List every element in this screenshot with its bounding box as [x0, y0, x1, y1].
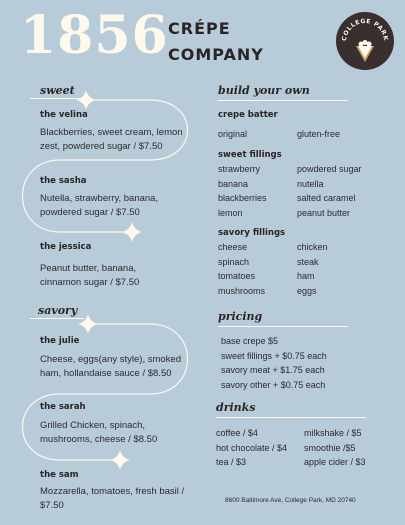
section-heading-drinks: drinks — [216, 401, 256, 414]
option-item: spinach — [218, 256, 250, 267]
pricing-line: base crepe $5 — [221, 336, 279, 346]
option-item: steak — [297, 256, 319, 267]
sweet-fillings-col2 — [297, 162, 362, 220]
drink-item: apple cider / $3 — [304, 457, 366, 467]
menu-item-name: the sasha — [40, 176, 87, 186]
option-item: salted caramel — [297, 193, 356, 203]
menu-item-name: the velina — [40, 110, 88, 120]
pricing-list — [221, 334, 327, 392]
option-item: powdered sugar — [297, 164, 362, 174]
option-item: nutella — [297, 178, 324, 189]
subheading-sweet-fillings: sweet fillings — [218, 150, 282, 160]
sparkle-icon — [76, 90, 96, 110]
option-item: tomatoes — [218, 271, 256, 281]
savory-fillings-col2 — [297, 240, 328, 298]
crepe-icon — [356, 40, 374, 62]
menu-item-desc: Blackberries, sweet cream, lemon zest, powdered sugar / $7.50 — [40, 127, 183, 152]
divider — [218, 326, 348, 327]
option-item: eggs — [297, 285, 317, 296]
address: 8600 Baltimore Ave, College Park, MD 20740 — [225, 497, 356, 504]
divider — [30, 318, 84, 319]
option-item: chicken — [297, 242, 328, 252]
menu-item-desc: Mozzarella, tomatoes, fresh basil / $7.50 — [40, 486, 185, 511]
option-item: original — [218, 129, 248, 139]
menu-item-name: the sam — [40, 470, 79, 480]
section-heading-sweet: sweet — [40, 84, 75, 97]
drink-item: milkshake / $5 — [304, 428, 362, 438]
sparkle-icon — [110, 450, 130, 470]
subheading-batter: crepe batter — [218, 110, 278, 120]
option-item: ham — [297, 271, 315, 281]
drinks-col2 — [304, 426, 366, 470]
drinks-col1 — [216, 426, 287, 470]
savory-fillings-col1 — [218, 240, 265, 298]
logo-badge — [336, 12, 394, 70]
subheading-savory-fillings: savory fillings — [218, 228, 286, 238]
menu-item-name: the sarah — [40, 402, 86, 412]
drink-item: tea / $3 — [216, 457, 247, 467]
section-heading-savory: savory — [38, 304, 78, 317]
option-item: peanut butter — [297, 207, 351, 218]
option-item: mushrooms — [218, 285, 266, 296]
menu-item-desc: Grilled Chicken, spinach, mushrooms, cheese / $8.50 — [40, 420, 158, 445]
menu-item-name: the jessica — [40, 242, 92, 252]
divider — [216, 417, 366, 418]
divider — [218, 100, 348, 101]
drink-item: smoothie /$5 — [304, 442, 356, 453]
pricing-line: sweet fillings + $0.75 each — [221, 350, 327, 361]
sweet-fillings-col1 — [218, 162, 267, 220]
menu-item-name: the julie — [40, 336, 80, 346]
section-heading-pricing: pricing — [218, 310, 263, 323]
sparkle-icon — [78, 314, 98, 334]
logo-text: COLLEGE PARK — [340, 17, 390, 42]
option-item: gluten-free — [297, 129, 341, 139]
sparkle-icon — [122, 222, 142, 242]
drink-item: coffee / $4 — [216, 428, 258, 438]
divider — [30, 98, 82, 99]
svg-text:COLLEGE PARK — [341, 18, 389, 42]
menu-item-desc: Peanut butter, banana, cinnamon sugar / $7.50 — [40, 263, 140, 288]
option-item: blackberries — [218, 193, 267, 203]
drink-item: hot chocolate / $4 — [216, 442, 288, 453]
menu-item-desc: Nutella, strawberry, banana, powdered sugar / $7.50 — [40, 193, 159, 218]
option-item: cheese — [218, 242, 248, 252]
option-item: banana — [218, 178, 249, 189]
brand-number: 1856 — [20, 5, 169, 66]
brand-word-company: COMPANY — [168, 45, 264, 64]
option-item: lemon — [218, 207, 243, 218]
brand-word-crepe: CRÉPE — [168, 19, 231, 38]
section-heading-build: build your own — [218, 84, 310, 97]
pricing-line: savory meat + $1.75 each — [221, 365, 325, 375]
logo — [336, 12, 394, 70]
menu-item-desc: Cheese, eggs(any style), smoked ham, hollandaise sauce / $8.50 — [40, 354, 181, 379]
option-item: strawberry — [218, 164, 261, 174]
pricing-line: savory other + $0.75 each — [221, 379, 326, 390]
